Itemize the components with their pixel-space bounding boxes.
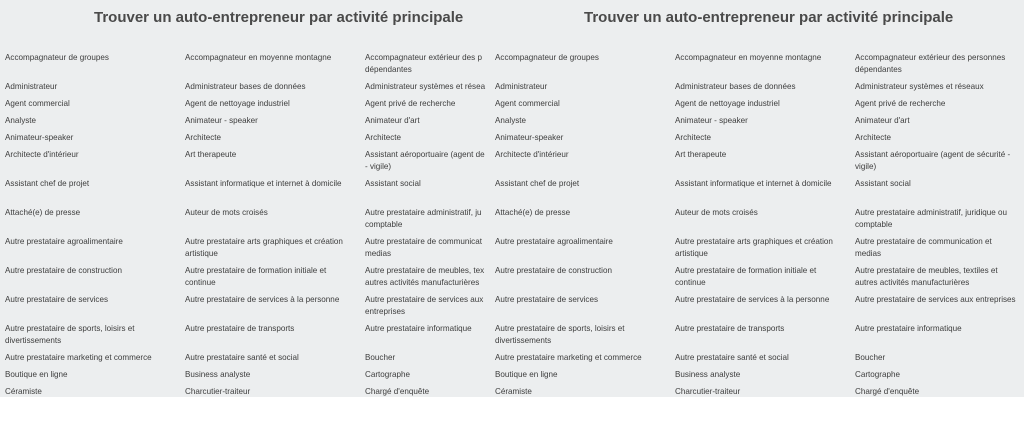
activity-link[interactable] — [675, 369, 855, 386]
activity-label: Autre prestataire de transports — [675, 324, 785, 333]
activity-label: Autre prestataire de services aux — [365, 295, 484, 304]
activity-label: Auteur de mots croisés — [675, 208, 758, 217]
activity-label: Autre prestataire marketing et commerce — [5, 353, 152, 362]
activity-label-continued: dépendantes — [365, 64, 412, 74]
activity-link[interactable] — [185, 178, 365, 207]
activity-label: Céramiste — [495, 387, 532, 396]
activity-link[interactable] — [5, 369, 185, 386]
activity-link[interactable] — [5, 236, 185, 265]
activity-link[interactable] — [5, 98, 185, 115]
activity-link[interactable] — [5, 352, 185, 369]
activity-label: Autre prestataire santé et social — [185, 353, 299, 362]
activity-label: Assistant social — [855, 179, 911, 188]
activity-link[interactable] — [495, 115, 675, 132]
activity-label: Autre prestataire administratif, ju — [365, 208, 482, 217]
activity-panel-right — [490, 0, 1024, 397]
activity-link[interactable] — [495, 132, 675, 149]
activity-label: Autre prestataire de services — [5, 295, 109, 304]
activity-link[interactable] — [5, 132, 185, 149]
activity-link[interactable] — [5, 294, 185, 323]
page-title: Trouver un auto-entrepreneur par activité principale — [584, 9, 954, 26]
activity-link[interactable] — [185, 265, 365, 294]
activity-label: Accompagnateur en moyenne montagne — [675, 53, 822, 62]
activity-link[interactable] — [855, 52, 1024, 81]
activity-link[interactable] — [855, 323, 1024, 352]
activity-link[interactable] — [675, 352, 855, 369]
activity-label: Animateur d'art — [855, 116, 910, 125]
activity-label: Cartographe — [365, 370, 410, 379]
activity-link[interactable] — [855, 294, 1024, 323]
activity-label: Accompagnateur extérieur des p — [365, 53, 482, 62]
activity-label: Accompagnateur de groupes — [495, 53, 599, 62]
activity-link[interactable] — [675, 115, 855, 132]
activity-label: Boutique en ligne — [5, 370, 68, 379]
activity-link[interactable] — [5, 52, 185, 81]
activity-link[interactable] — [185, 132, 365, 149]
activity-link[interactable] — [495, 236, 675, 265]
activity-link[interactable] — [675, 386, 855, 397]
activity-label: Architecte — [365, 133, 401, 142]
activity-label: Architecte — [185, 133, 221, 142]
activity-label: Architecte d'intérieur — [495, 150, 569, 159]
activity-link[interactable] — [185, 236, 365, 265]
activity-label: Autre prestataire de construction — [5, 266, 122, 275]
activity-label: Autre prestataire de meubles, tex — [365, 266, 485, 275]
activity-label: Art therapeute — [675, 150, 727, 159]
activity-link[interactable] — [5, 115, 185, 132]
activity-label: Autre prestataire de meubles, textiles et autres activités manufacturières — [855, 266, 998, 287]
activity-link[interactable] — [675, 149, 855, 178]
activity-link[interactable] — [495, 352, 675, 369]
activity-link[interactable] — [855, 81, 1024, 98]
activity-label: Accompagnateur en moyenne montagne — [185, 53, 332, 62]
activity-link[interactable] — [5, 386, 185, 397]
activity-label: Chargé d'enquête — [365, 387, 430, 396]
activity-link[interactable] — [675, 81, 855, 98]
activity-label: Autre prestataire arts graphiques et création artistique — [675, 237, 833, 258]
activity-link[interactable] — [495, 294, 675, 323]
activity-link[interactable] — [855, 178, 1024, 207]
activity-label: Agent commercial — [495, 99, 560, 108]
activity-link[interactable] — [855, 149, 1024, 178]
activity-label: Architecte — [855, 133, 891, 142]
activity-label: Analyste — [495, 116, 527, 125]
activity-link[interactable] — [675, 207, 855, 236]
activity-label: Charcutier-traiteur — [185, 387, 251, 396]
activity-link[interactable] — [185, 115, 365, 132]
activity-link[interactable] — [675, 178, 855, 207]
activity-label: Boutique en ligne — [495, 370, 558, 379]
activity-link[interactable] — [855, 132, 1024, 149]
activity-label: Auteur de mots croisés — [185, 208, 268, 217]
activity-label: Autre prestataire agroalimentaire — [5, 237, 123, 246]
activity-link[interactable] — [185, 323, 365, 352]
activity-label: Agent de nettoyage industriel — [185, 99, 290, 108]
activity-link[interactable] — [855, 98, 1024, 115]
activity-label: Cartographe — [855, 370, 900, 379]
activity-link[interactable] — [185, 294, 365, 323]
activity-label: Agent commercial — [5, 99, 70, 108]
activity-label: Autre prestataire de sports, loisirs et divertissements — [5, 324, 135, 345]
activity-label-continued: entreprises — [365, 306, 406, 316]
activity-link[interactable] — [675, 132, 855, 149]
activity-label: Art therapeute — [185, 150, 237, 159]
activity-link[interactable] — [855, 369, 1024, 386]
activity-label: Autre prestataire de construction — [495, 266, 612, 275]
activity-label: Administrateur bases de données — [185, 82, 306, 91]
activity-label: Animateur - speaker — [185, 116, 258, 125]
activity-link[interactable] — [5, 178, 185, 207]
activity-link[interactable] — [675, 323, 855, 352]
activity-link[interactable] — [185, 98, 365, 115]
activity-link[interactable] — [675, 236, 855, 265]
activity-label: Autre prestataire de transports — [185, 324, 295, 333]
activity-label: Autre prestataire arts graphiques et création artistique — [185, 237, 343, 258]
activity-label: Assistant aéroportuaire (agent de sécurité - vigile) — [855, 150, 1011, 171]
activity-label-continued: autres activités manufacturières — [365, 277, 480, 287]
activity-label: Assistant aéroportuaire (agent de — [365, 150, 485, 159]
activity-link[interactable] — [495, 81, 675, 98]
activity-label: Assistant social — [365, 179, 421, 188]
activity-label-continued: comptable — [365, 219, 403, 229]
activity-label: Attaché(e) de presse — [495, 208, 571, 217]
activity-label: Assistant informatique et internet à domicile — [185, 179, 342, 188]
activity-link[interactable] — [5, 265, 185, 294]
activity-link[interactable] — [495, 149, 675, 178]
activity-label: Business analyste — [675, 370, 741, 379]
activity-link[interactable] — [675, 98, 855, 115]
activity-label: Administrateur — [5, 82, 58, 91]
activity-link[interactable] — [675, 294, 855, 323]
activity-label: Autre prestataire agroalimentaire — [495, 237, 613, 246]
activity-label: Animateur-speaker — [495, 133, 564, 142]
activity-link[interactable] — [5, 207, 185, 236]
activity-label: Autre prestataire de services à la personne — [675, 295, 830, 304]
activity-label: Administrateur systèmes et résea — [365, 82, 486, 91]
activity-label-continued: - vigile) — [365, 161, 392, 171]
activity-label: Céramiste — [5, 387, 42, 396]
activity-link[interactable] — [5, 149, 185, 178]
activity-link[interactable] — [5, 323, 185, 352]
activity-label: Autre prestataire administratif, juridique ou comptable — [855, 208, 1008, 229]
activity-link[interactable] — [185, 207, 365, 236]
activity-link[interactable] — [495, 265, 675, 294]
activity-label: Autre prestataire de services à la personne — [185, 295, 340, 304]
activity-link[interactable] — [185, 52, 365, 81]
activity-label: Agent de nettoyage industriel — [675, 99, 780, 108]
activity-link[interactable] — [185, 149, 365, 178]
activity-label: Autre prestataire de services aux entreprises — [855, 295, 1016, 304]
activity-label: Autre prestataire informatique — [855, 324, 962, 333]
activity-link[interactable] — [5, 81, 185, 98]
activity-label: Autre prestataire marketing et commerce — [495, 353, 642, 362]
activity-label: Assistant chef de projet — [5, 179, 90, 188]
activity-label: Assistant informatique et internet à domicile — [675, 179, 832, 188]
activity-link[interactable] — [185, 81, 365, 98]
activity-label: Autre prestataire de services — [495, 295, 599, 304]
activity-link[interactable] — [495, 52, 675, 81]
activity-link[interactable] — [855, 236, 1024, 265]
activity-label: Autre prestataire de formation initiale et continue — [675, 266, 817, 287]
activity-link[interactable] — [495, 369, 675, 386]
activity-label: Boucher — [365, 353, 396, 362]
activity-link[interactable] — [855, 265, 1024, 294]
activity-link[interactable] — [675, 52, 855, 81]
activity-link[interactable] — [855, 115, 1024, 132]
activity-label: Accompagnateur extérieur des personnes dépendantes — [855, 53, 1006, 74]
activity-label-continued: medias — [365, 248, 392, 258]
activity-label: Autre prestataire informatique — [365, 324, 472, 333]
activity-label: Autre prestataire de formation initiale et continue — [185, 266, 327, 287]
activity-label: Administrateur — [495, 82, 548, 91]
activity-link[interactable] — [185, 386, 365, 397]
activity-label: Chargé d'enquête — [855, 387, 920, 396]
activity-label: Autre prestataire santé et social — [675, 353, 789, 362]
activity-link[interactable] — [855, 386, 1024, 397]
activity-grid — [495, 52, 1024, 397]
activity-label: Business analyste — [185, 370, 251, 379]
activity-label: Agent privé de recherche — [365, 99, 456, 108]
activity-label: Analyste — [5, 116, 37, 125]
activity-grid — [5, 52, 543, 397]
activity-label: Animateur d'art — [365, 116, 420, 125]
activity-link[interactable] — [495, 178, 675, 207]
activity-label: Architecte — [675, 133, 711, 142]
activity-label: Administrateur bases de données — [675, 82, 796, 91]
activity-link[interactable] — [495, 98, 675, 115]
activity-label: Accompagnateur de groupes — [5, 53, 109, 62]
activity-label: Agent privé de recherche — [855, 99, 946, 108]
activity-link[interactable] — [185, 352, 365, 369]
activity-link[interactable] — [855, 207, 1024, 236]
activity-link[interactable] — [855, 352, 1024, 369]
activity-link[interactable] — [495, 323, 675, 352]
activity-label: Attaché(e) de presse — [5, 208, 81, 217]
activity-label: Autre prestataire de communicat — [365, 237, 482, 246]
activity-label: Charcutier-traiteur — [675, 387, 741, 396]
activity-link[interactable] — [675, 265, 855, 294]
activity-link[interactable] — [495, 386, 675, 397]
activity-label: Autre prestataire de sports, loisirs et divertissements — [495, 324, 625, 345]
activity-label: Assistant chef de projet — [495, 179, 580, 188]
activity-label: Animateur-speaker — [5, 133, 74, 142]
activity-label: Animateur - speaker — [675, 116, 748, 125]
activity-label: Boucher — [855, 353, 886, 362]
activity-link[interactable] — [185, 369, 365, 386]
activity-label: Autre prestataire de communication et medias — [855, 237, 992, 258]
activity-link[interactable] — [495, 207, 675, 236]
activity-label: Architecte d'intérieur — [5, 150, 79, 159]
activity-label: Administrateur systèmes et réseaux — [855, 82, 984, 91]
page-title: Trouver un auto-entrepreneur par activité principale — [94, 9, 464, 26]
